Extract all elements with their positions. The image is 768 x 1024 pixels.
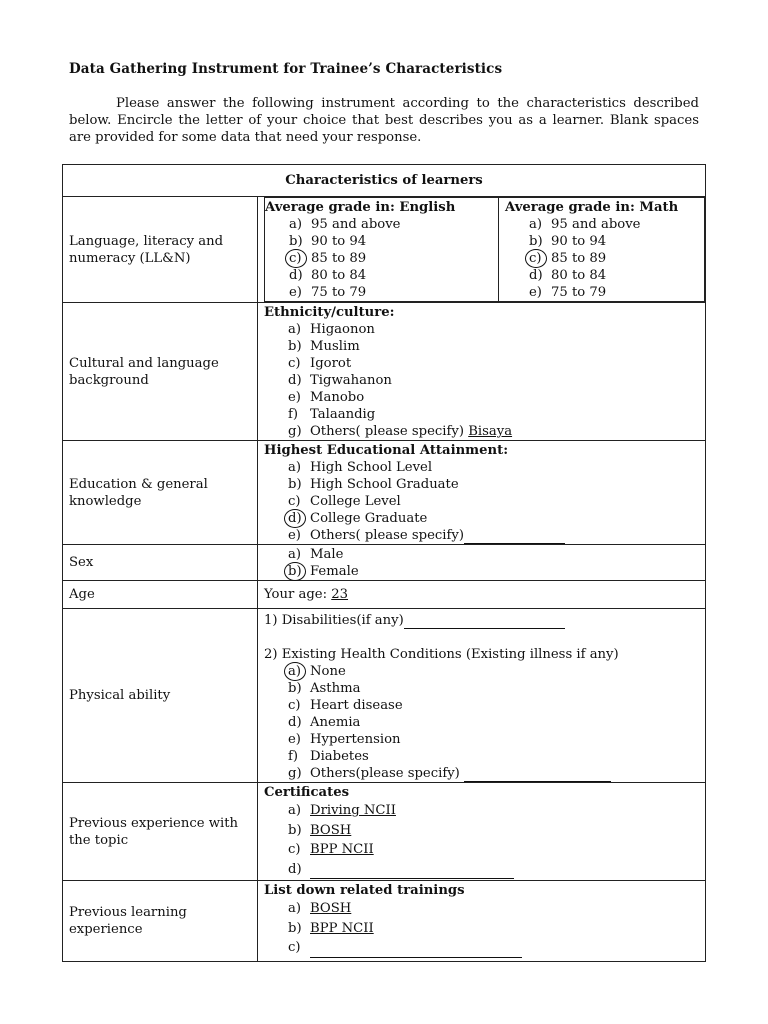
english-grade-heading: Average grade in: English xyxy=(265,200,456,215)
instructions-text: Please answer the following instrument according to the characteristics described below. Encircle the letter of your choice that best describes you as a learner. Blank spaces are provided for some data that need your response. xyxy=(69,96,699,145)
math-grade-heading: Average grade in: Math xyxy=(505,200,679,215)
math-grade-group xyxy=(499,198,705,302)
age-prompt: Your age: xyxy=(264,587,328,602)
characteristics-table xyxy=(62,164,706,962)
option-health-g[interactable]: g) Others(please specify) xyxy=(264,765,699,782)
option-health-a[interactable]: a) None xyxy=(264,663,699,680)
training-b[interactable]: b) BPP NCII xyxy=(288,920,374,936)
certificate-a[interactable]: a) Driving NCII xyxy=(288,803,396,818)
sex-cell xyxy=(258,545,706,581)
option-math-d[interactable]: d) 80 to 84 xyxy=(529,268,607,283)
option-education-d[interactable]: d) College Graduate xyxy=(264,510,699,527)
table-header: Characteristics of learners xyxy=(63,165,706,197)
selection-circle xyxy=(284,662,306,681)
trainings-heading: List down related trainings xyxy=(264,883,465,898)
option-sex-a[interactable]: a) Male xyxy=(288,547,344,562)
option-english-c[interactable]: c) 85 to 89 xyxy=(265,250,494,267)
option-culture-b[interactable]: b) Muslim xyxy=(288,339,360,354)
row-label-previous-experience: Previous experience with the topic xyxy=(63,783,258,881)
selection-circle xyxy=(285,249,307,268)
certificates-heading: Certificates xyxy=(264,785,350,800)
llm-cell xyxy=(258,197,706,303)
health-conditions-question: 2) Existing Health Conditions (Existing illness if any) xyxy=(264,647,619,662)
option-culture-d[interactable]: d) Tigwahanon xyxy=(288,373,392,388)
option-health-d[interactable]: d) Anemia xyxy=(288,715,361,730)
option-english-d[interactable]: d) 80 to 84 xyxy=(289,268,367,283)
row-label-llm: Language, literacy and numeracy (LL&N) xyxy=(63,197,258,303)
culture-cell xyxy=(258,303,706,441)
document-title: Data Gathering Instrument for Trainee’s Characteristics xyxy=(69,61,503,77)
training-c[interactable]: c) xyxy=(264,938,699,958)
option-culture-c[interactable]: c) Igorot xyxy=(288,356,352,371)
health-other-blank[interactable] xyxy=(464,768,611,782)
trainings-cell xyxy=(258,881,706,962)
option-english-b[interactable]: b) 90 to 94 xyxy=(289,234,367,249)
education-other-blank[interactable] xyxy=(464,530,565,544)
option-math-c[interactable]: c) 85 to 89 xyxy=(505,250,704,267)
row-label-physical: Physical ability xyxy=(63,609,258,783)
option-math-e[interactable]: e) 75 to 79 xyxy=(529,285,607,300)
option-math-a[interactable]: a) 95 and above xyxy=(529,217,641,232)
row-label-previous-learning: Previous learning experience xyxy=(63,881,258,962)
age-value[interactable]: 23 xyxy=(331,587,349,602)
option-culture-e[interactable]: e) Manobo xyxy=(288,390,365,405)
training-a[interactable]: a) BOSH xyxy=(288,901,352,916)
option-sex-b[interactable]: b) Female xyxy=(264,563,699,580)
certificate-d[interactable]: d) xyxy=(264,860,699,880)
option-culture-f[interactable]: f) Talaandig xyxy=(288,407,376,422)
option-education-b[interactable]: b) High School Graduate xyxy=(288,477,459,492)
option-education-a[interactable]: a) High School Level xyxy=(288,460,433,475)
selection-circle xyxy=(284,509,306,528)
row-label-education: Education & general knowledge xyxy=(63,441,258,545)
option-health-f[interactable]: f) Diabetes xyxy=(288,749,369,764)
certificate-d-blank[interactable] xyxy=(310,865,514,879)
grade-grid xyxy=(264,197,705,302)
instructions xyxy=(69,95,699,146)
education-cell xyxy=(258,441,706,545)
culture-other-answer[interactable]: Bisaya xyxy=(468,424,513,439)
disabilities-question: 1) Disabilities(if any) xyxy=(264,613,404,628)
certificate-c[interactable]: c) BPP NCII xyxy=(288,842,374,857)
option-education-e[interactable]: e) Others( please specify) xyxy=(264,527,699,544)
row-label-sex: Sex xyxy=(63,545,258,581)
certificates-cell xyxy=(258,783,706,881)
option-english-a[interactable]: a) 95 and above xyxy=(289,217,401,232)
english-grade-group xyxy=(265,198,499,302)
option-math-b[interactable]: b) 90 to 94 xyxy=(529,234,607,249)
option-health-b[interactable]: b) Asthma xyxy=(288,681,361,696)
option-culture-a[interactable]: a) Higaonon xyxy=(288,322,375,337)
certificate-b[interactable]: b) BOSH xyxy=(288,822,352,838)
age-cell xyxy=(258,581,706,609)
disabilities-blank[interactable] xyxy=(404,615,565,629)
selection-circle xyxy=(525,249,547,268)
row-label-culture: Cultural and language background xyxy=(63,303,258,441)
education-heading: Highest Educational Attainment: xyxy=(264,443,509,458)
option-english-e[interactable]: e) 75 to 79 xyxy=(289,285,367,300)
option-education-c[interactable]: c) College Level xyxy=(288,494,401,509)
option-culture-g[interactable]: g) Others( please specify) Bisaya xyxy=(288,424,513,439)
ethnicity-heading: Ethnicity/culture: xyxy=(264,305,395,320)
option-health-c[interactable]: c) Heart disease xyxy=(288,698,403,713)
row-label-age: Age xyxy=(63,581,258,609)
selection-circle xyxy=(284,562,306,581)
physical-cell xyxy=(258,609,706,783)
training-c-blank[interactable] xyxy=(310,944,522,958)
option-health-e[interactable]: e) Hypertension xyxy=(288,732,401,747)
